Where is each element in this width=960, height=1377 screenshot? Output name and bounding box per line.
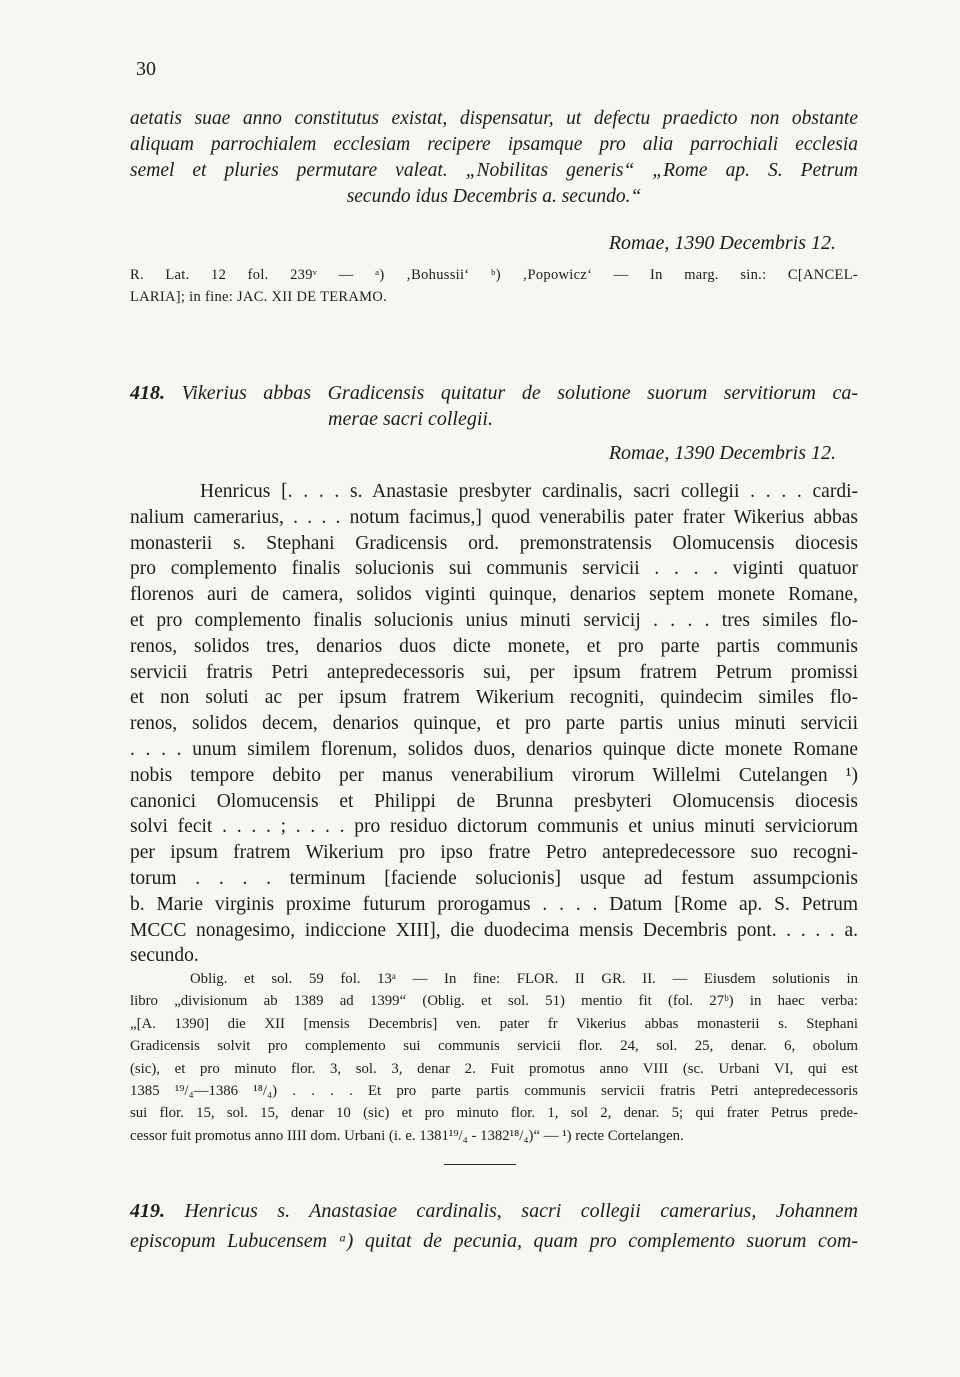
body-line: renos, solidos decem, denarios quinque, et pro parte partis unius minuti servicii <box>130 713 858 735</box>
document-419-heading <box>130 1196 858 1256</box>
heading-line: Henricus s. Anastasiae cardinalis, sacri collegii camerarius, Johannem <box>184 1200 859 1222</box>
intro-line: secundo idus Decembris a. secundo.“ <box>346 186 642 207</box>
intro-line: aetatis suae anno constitutus existat, dispensatur, ut defectu praedicto non obstante <box>130 108 858 129</box>
body-line: . . . . unum similem florenum, solidos duos, denarios quinque dicte monete Romane <box>130 738 858 760</box>
document-number: 419. <box>130 1200 165 1222</box>
body-line: et pro complemento finalis solucionis unius minuti servicij . . . . tres similes flo- <box>130 609 858 631</box>
body-line: MCCC nonagesimo, indiccione XIII], die duodecima mensis Decembris pont. . . . . a. <box>130 919 858 941</box>
footnote-418 <box>130 968 858 1147</box>
heading-line: Vikerius abbas Gradicensis quitatur de solutione suorum servitiorum ca- <box>181 382 858 404</box>
document-418-body <box>130 479 858 969</box>
body-line: renos, solidos tres, denarios duos dicte monete, et pro parte partis communis <box>130 635 858 657</box>
date-line-417: Romae, 1390 Decembris 12. <box>608 232 836 254</box>
body-line: monasterii s. Stephani Gradicensis ord. premonstratensis Olomucensis diocesis <box>130 532 858 554</box>
footnote-line: 1385 ¹⁹/₄—1386 ¹⁸/₄) . . . . Et pro parte partis communis servicii fratris Petri antepredecessoris <box>130 1083 858 1100</box>
body-line: torum . . . . terminum [faciende solucionis] usque ad festum assumpcionis <box>130 867 858 889</box>
footnote-line: „[A. 1390] die XII [mensis Decembris] ven. pater fr Vikerius abbas monasterii s. Stephani <box>130 1015 858 1032</box>
heading-line: episcopum Lubucensem ᵃ) quitat de pecunia, quam pro complemento suorum com- <box>130 1230 858 1252</box>
footnote-417 <box>130 264 858 308</box>
footnote-line: LARIA]; in fine: JAC. XII DE TERAMO. <box>130 289 388 305</box>
body-line: secundo. <box>130 945 199 967</box>
body-line: nalium camerarius, . . . . notum facimus,] quod venerabilis pater frater Wikerius abbas <box>130 506 858 528</box>
body-line: b. Marie virginis proxime futurum prorogamus . . . . Datum [Rome ap. S. Petrum <box>130 893 858 915</box>
footnote-line: (sic), et pro minuto flor. 3, sol. 3, denar 2. Fuit promotus anno VIII (sc. Urbani VI, qui est <box>130 1060 858 1077</box>
intro-paragraph <box>130 106 858 210</box>
heading-line: merae sacri collegii. <box>328 408 493 430</box>
body-line: Henricus [. . . . s. Anastasie presbyter cardinalis, sacri collegii . . . . cardi- <box>200 481 858 502</box>
body-line: et non soluti ac per ipsum fratrem Wikerium recogniti, quindecim similes flo- <box>130 687 858 709</box>
body-line: canonici Olomucensis et Philippi de Brunna presbyteri Olomucensis diocesis <box>130 790 858 812</box>
body-line: servicii fratris Petri antepredecessoris sui, per ipsum fratrem Petrum promissi <box>130 661 858 683</box>
body-line: nobis tempore debito per manus venerabilium virorum Willelmi Cutelangen ¹) <box>130 764 858 786</box>
body-line: per ipsum fratrem Wikerium pro ipso fratre Petro antepredecessore suo recogni- <box>130 842 858 864</box>
document-number: 418. <box>130 382 165 404</box>
body-line: florenos auri de camera, solidos viginti quinque, denarios septem monete Romane, <box>130 584 858 606</box>
footnote-line: libro „divisionum ab 1389 ad 1399“ (Oblig. et sol. 51) mentio fit (fol. 27ᵇ) in haec verba: <box>130 993 858 1010</box>
body-line: pro complemento finalis solucionis sui communis servicii . . . . viginti quatuor <box>130 558 858 580</box>
section-divider <box>444 1164 516 1165</box>
body-line: solvi fecit . . . . ; . . . . pro residuo dictorum communis et unius minuti serviciorum <box>130 816 858 838</box>
footnote-line: sui flor. 15, sol. 15, denar 10 (sic) et pro minuto flor. 1, sol 2, denar. 5; qui frater Petrus prede- <box>130 1105 858 1122</box>
footnote-line: Gradicensis solvit pro complemento sui communis servicii flor. 24, sol. 25, denar. 6, obolum <box>130 1038 858 1055</box>
document-418-heading <box>130 380 858 432</box>
footnote-line: Oblig. et sol. 59 fol. 13ᵃ — In fine: FLOR. II GR. II. — Eiusdem solutionis in <box>190 971 858 987</box>
footnote-line: cessor fuit promotus anno IIII dom. Urbani (i. e. 1381¹⁹/₄ - 1382¹⁸/₄)“ — ¹) recte Cortelangen. <box>130 1127 684 1144</box>
page-number: 30 <box>136 58 156 80</box>
intro-line: semel et pluries permutare valeat. „Nobilitas generis“ „Rome ap. S. Petrum <box>130 160 858 181</box>
date-line-418: Romae, 1390 Decembris 12. <box>608 442 836 464</box>
intro-line: aliquam parrochialem ecclesiam recipere ipsamque pro alia parrochiali ecclesia <box>130 134 858 155</box>
footnote-line: R. Lat. 12 fol. 239ᵛ — ᵃ) ‚Bohussii‘ ᵇ) ‚Popowicz‘ — In marg. sin.: C[ANCEL- <box>130 267 858 283</box>
